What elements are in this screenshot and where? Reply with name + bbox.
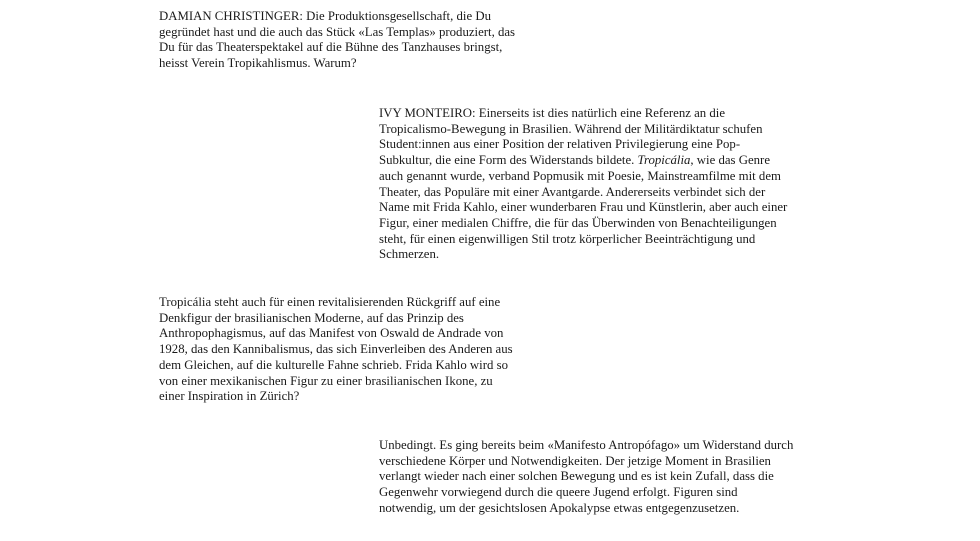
answer-1-line-2: Tropicalismo-Bewegung in Brasilien. Während der Militärdiktatur schufen <box>379 121 763 136</box>
question-1-line-1 <box>159 9 539 25</box>
answer-1-line-1 <box>379 106 819 122</box>
answer-1-line-3: Student:innen aus einer Position der relativen Privilegierung eine Pop- <box>379 137 741 152</box>
answer-1-line-6: Theater, das Populäre mit einer Avantgarde. Andererseits verbindet sich der <box>379 184 766 199</box>
answer-1-line-5: auch genannt wurde, verband Popmusik mit Poesie, Mainstreamfilme mit dem <box>379 168 781 183</box>
answer-1-line-8: Figur, einer medialen Chiffre, die für das Überwinden von Benachteiligungen <box>379 215 777 230</box>
answer-1-text: Einerseits ist dies natürlich eine Referenz an die <box>475 106 726 120</box>
answer-1-line-4 <box>379 153 819 169</box>
answer-1-line-9: steht, für einen eigenwilligen Stil trotz körperlicher Beeinträchtigung und <box>379 231 756 246</box>
question-2-line-3: Anthropophagismus, auf das Manifest von Oswald de Andrade von <box>159 326 504 341</box>
tropicalia-italic-term: Tropicália <box>637 153 691 168</box>
question-1-text: Die Produktionsgesellschaft, die Du <box>302 9 491 23</box>
question-2-line-4: 1928, das den Kannibalismus, das sich Einverleiben des Anderen aus <box>159 342 513 357</box>
speaker-damian-christinger: DAMIAN CHRISTINGER: <box>159 9 303 23</box>
question-1-line-3: Du für das Theaterspektakel auf die Bühne des Tanzhauses bringst, <box>159 40 503 55</box>
interviewee-answer-2 <box>379 438 819 517</box>
answer-1-line-10: Schmerzen. <box>379 247 440 262</box>
interviewer-question-2 <box>159 295 539 405</box>
question-2-line-1: Tropicália steht auch für einen revitalisierenden Rückgriff auf eine <box>159 295 501 309</box>
question-2-line-7: einer Inspiration in Zürich? <box>159 389 300 404</box>
question-2-line-5: dem Gleichen, auf die kulturelle Fahne schrieb. Frida Kahlo wird so <box>159 357 508 372</box>
answer-2-line-1: Unbedingt. Es ging bereits beim «Manifesto Antropófago» um Widerstand durch <box>379 438 794 452</box>
question-1-line-2: gegründet hast und die auch das Stück «Las Templas» produziert, das <box>159 24 516 39</box>
speaker-ivy-monteiro: IVY MONTEIRO: <box>379 106 476 120</box>
answer-1-line-4-start: Subkultur, die eine Form des Widerstands bildete. <box>379 153 638 168</box>
interviewee-answer-1 <box>379 106 819 263</box>
answer-2-line-3: verlangt wieder nach einer solchen Bewegung und es ist kein Zufall, dass die <box>379 469 774 484</box>
question-1-line-4: heisst Verein Tropikahlismus. Warum? <box>159 56 357 71</box>
answer-2-line-2: verschiedene Körper und Notwendigkeiten. Der jetzige Moment in Brasilien <box>379 453 771 468</box>
question-2-line-2: Denkfigur der brasilianischen Moderne, auf das Prinzip des <box>159 310 464 325</box>
answer-1-line-7: Name mit Frida Kahlo, einer wunderbaren Frau und Künstlerin, aber auch einer <box>379 200 788 215</box>
answer-1-line-4-end: , wie das Genre <box>690 153 770 168</box>
question-2-line-6: von einer mexikanischen Figur zu einer brasilianischen Ikone, zu <box>159 373 493 388</box>
answer-2-line-5: notwendig, um der gesichtslosen Apokalypse etwas entgegenzusetzen. <box>379 500 740 515</box>
interviewer-question-1 <box>159 9 539 72</box>
answer-2-line-4: Gegenwehr vorwiegend durch die queere Jugend erfolgt. Figuren sind <box>379 485 738 500</box>
